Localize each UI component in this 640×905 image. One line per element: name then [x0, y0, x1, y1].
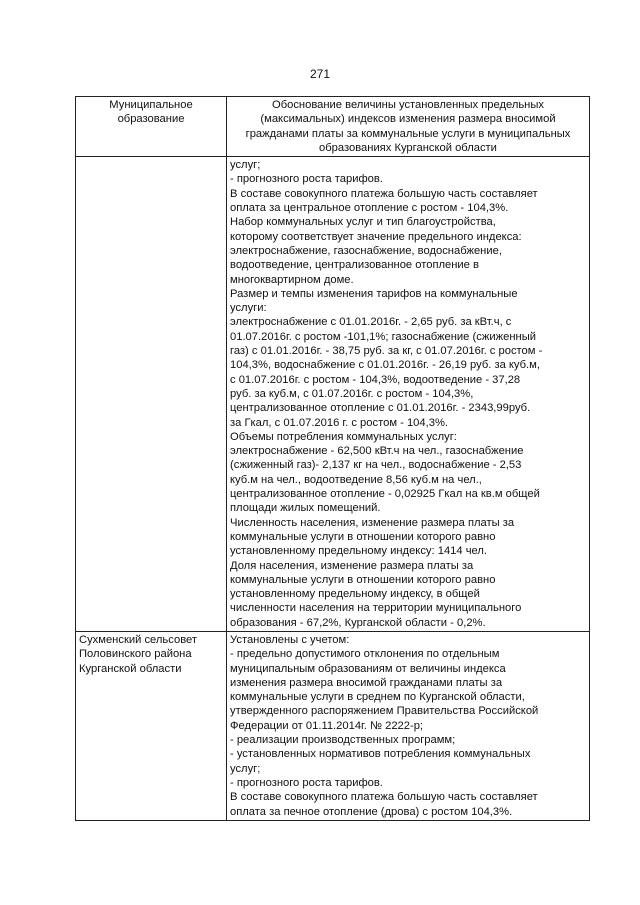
justification-line: образования - 67,2%, Курганской области - 0,2%. — [230, 616, 486, 629]
justification-line: коммунальные услуги в среднем по Курганской области, — [230, 691, 525, 704]
justification-line: централизованное отопление с 01.01.2016г. - 2343,99руб. — [230, 402, 531, 415]
justification-line: Размер и темпы изменения тарифов на коммунальные — [230, 287, 518, 300]
justification-line: коммунальные услуги в отношении которого равно — [230, 530, 496, 543]
table-row — [76, 631, 590, 820]
justification-line: - прогнозного роста тарифов. — [230, 776, 383, 789]
municipality-name: Сухменский сельсовет Половинского района Курганской области — [79, 633, 197, 675]
justification-line: В составе совокупного платежа большую часть составляет — [230, 187, 538, 200]
justification-table — [75, 96, 590, 821]
justification-line: коммунальные услуги в отношении которого равно — [230, 573, 496, 586]
justification-line: Доля населения, изменение размера платы за — [230, 559, 474, 572]
justification-line: - предельно допустимого отклонения по отдельным — [230, 648, 500, 661]
justification-line: - установленных нормативов потребления коммунальных — [230, 748, 531, 761]
justification-line: Объемы потребления коммунальных услуг: — [230, 430, 457, 443]
justification-line: Федерации от 01.11.2014г. № 2222-р; — [230, 719, 424, 732]
justification-line: услуги: — [230, 302, 267, 315]
justification-line: численности населения на территории муниципального — [230, 602, 522, 615]
header-municipality: Муниципальное образование — [76, 97, 227, 157]
header-justification: Обоснование величины установленных предельных (максимальных) индексов изменения размера вносимой гражданами платы за коммунальные услуги в муниципальных образованиях Курганской области — [227, 97, 590, 157]
municipality-cell — [76, 157, 227, 632]
justification-line: электроснабжение - 62,500 кВт.ч на чел., газоснабжение — [230, 445, 524, 458]
justification-line: - реализации производственных программ; — [230, 734, 456, 747]
justification-line: (сжиженный газ)- 2,137 кг на чел., водоснабжение - 2,53 — [230, 459, 522, 472]
justification-line: В составе совокупного платежа большую часть составляет — [230, 791, 538, 804]
justification-line: изменения размера вносимой гражданами платы за — [230, 676, 503, 689]
justification-cell — [227, 157, 590, 632]
justification-line: многоквартирном доме. — [230, 273, 354, 286]
table-row — [76, 157, 590, 632]
justification-line: установленному предельному индексу: 1414 чел. — [230, 545, 488, 558]
justification-line: куб.м на чел., водоотведение 8,56 куб.м на чел., — [230, 473, 482, 486]
justification-line: утвержденного распоряжением Правительства Российской — [230, 705, 539, 718]
justification-line: услуг; — [230, 159, 261, 172]
justification-line: электроснабжение с 01.01.2016г. - 2,65 руб. за кВт.ч, с — [230, 316, 512, 329]
justification-line: Численность населения, изменение размера платы за — [230, 516, 515, 529]
justification-line: площади жилых помещений. — [230, 502, 381, 515]
justification-line: с 01.07.2016г. с ростом - 104,3%, водоотведение - 37,28 — [230, 373, 521, 386]
justification-line: централизованное отопление - 0,02925 Гкал на кв.м общей — [230, 488, 540, 501]
justification-line: Установлены с учетом: — [230, 633, 350, 646]
justification-line: 01.07.2016г. с ростом -101,1%; газоснабжение (сжиженный — [230, 330, 536, 343]
justification-line: муниципальным образованиям от величины индекса — [230, 662, 506, 675]
justification-line: руб. за куб.м, с 01.07.2016г. с ростом - 104,3%, — [230, 387, 474, 400]
justification-line: - прогнозного роста тарифов. — [230, 173, 383, 186]
justification-line: водоотведение, централизованное отопление в — [230, 259, 479, 272]
justification-line: услуг; — [230, 762, 261, 775]
justification-line: 104,3%, водоснабжение с 01.01.2016г. - 26,19 руб. за куб.м, — [230, 359, 540, 372]
justification-line: Набор коммунальных услуг и тип благоустройства, — [230, 216, 496, 229]
justification-line: оплата за печное отопление (дрова) с ростом 104,3%. — [230, 805, 513, 818]
municipality-cell — [76, 631, 227, 820]
justification-line: которому соответствует значение предельного индекса: — [230, 230, 522, 243]
justification-line: установленному предельному индексу, в общей — [230, 588, 480, 601]
justification-cell — [227, 631, 590, 820]
justification-line: газ) с 01.01.2016г. - 38,75 руб. за кг, с 01.07.2016г. с ростом - — [230, 345, 543, 358]
justification-line: электроснабжение, газоснабжение, водоснабжение, — [230, 244, 502, 257]
table-header-row — [76, 97, 590, 157]
page-number: 271 — [309, 67, 331, 81]
justification-line: за Гкал, с 01.07.2016 г. с ростом - 104,3%. — [230, 416, 449, 429]
justification-line: оплата за центральное отопление с ростом - 104,3%. — [230, 202, 509, 215]
